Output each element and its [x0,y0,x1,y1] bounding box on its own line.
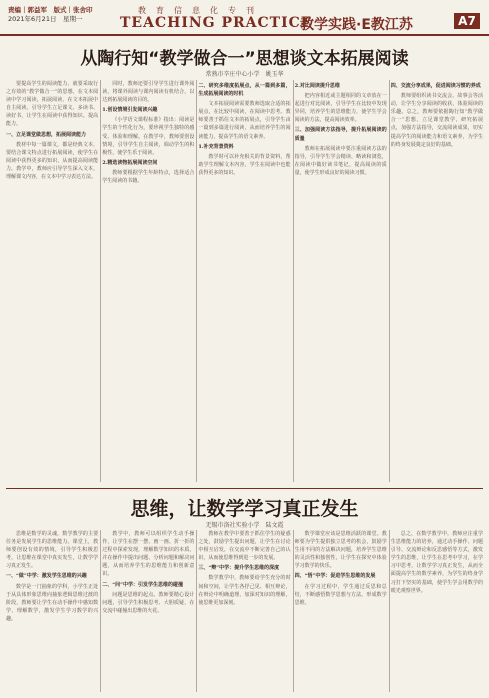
paragraph: 教学时可以补充相关的背景资料，帮助学生理解文本内容，学生在阅读中也能获得更多的知识。 [198,153,291,176]
text-column [295,530,387,692]
column-rule [293,80,294,482]
masthead-english: TEACHING PRACTICE [120,15,313,31]
paragraph: 问题是思维的起点。教师要精心设计问题，引导学生积极思考、大胆质疑，在交流中碰撞出思维的火花。 [102,591,195,614]
paragraph: 1.补充背景资料 [198,143,234,150]
text-column [6,80,98,482]
text-column [391,80,483,482]
column-rule [389,530,390,692]
paragraph: 教材中每一篇课文，都是经典文本，要结合课文特点进行拓展阅读，使学生在阅读中获得更多的知识，从而提高阅读能力。教学中，教师应引导学生深入文本，理解课文内容，在文本中学习表达方法。 [6,141,99,181]
section-divider [6,488,483,489]
date-line: 2021年6月21日 星期一 [8,14,83,23]
masthead-chinese: 教育信息化专刊 [138,6,264,15]
editor-line: 责编｜郭益军 版式｜张舍印 [8,6,93,14]
column-rule [100,80,101,482]
paragraph: 数学是一门抽象的学科，小学生正处于从具体形象思维向抽象逻辑思维过渡的阶段，教师要让学生在动手操作中感知数学、理解数学，激发学生学习数学的兴趣。 [6,583,99,622]
paragraph: 2.精选读物拓展阅读空间 [102,159,158,166]
article1-title: 从陶行知“教学做合一”思想谈文本拓展阅读 [80,49,409,69]
paragraph: 《小学语文课程标准》指出：阅读是学生的个性化行为，要珍视学生独特的感受、体验和理解。在教学中，教师要创设情境，引导学生自主阅读，调动学生的积极性，使学生乐于阅读。 [102,117,195,156]
paragraph: 1.创设情境引发阅读兴趣 [102,107,158,114]
paragraph: 数学课堂应该是思维活跃的课堂。教师要为学生提供独立思考的机会，鼓励学生用不同的方法解决问题，培养学生思维的灵活性和独创性，让学生在探究中体验学习数学的快乐。 [294,531,387,570]
text-column [198,530,290,692]
page-number: A7 [454,13,480,29]
paragraph: 同时，教师还要引导学生进行课外阅读，将课外阅读与课内阅读有机结合，以达到拓展阅读的目的。 [102,81,195,104]
section-title: 教学实践·E教江苏 [300,17,413,33]
paragraph: 教师要根据学生年龄特点，选择适合学生阅读的书籍。 [102,169,195,185]
text-column [295,80,387,482]
paragraph: 2.对比阅读提升思维 [294,83,340,89]
text-column [391,530,483,692]
article1-byline: 常熟市辛庄中心小学 姚玉华 [205,71,284,78]
paragraph: 教师在教学中要善于抓住学生的疑惑之处，鼓励学生提出问题，让学生在讨论中相互启发，在交流中不断完善自己的认识，从而使思维得到进一步的发展。 [198,531,291,562]
paragraph: 一、“做”中学：激发学生思维的兴趣 [6,573,87,580]
paragraph: 把内容相近或主题相同的文章放在一起进行对比阅读，引导学生在比较中发现异同，培养学生的思维能力，使学生学会阅读的方法，提高阅读效率。 [294,93,387,124]
article2-title: 思维，让数学学习真正发生 [130,498,359,520]
paragraph: 总之，在数学教学中，教师应注重学生思维能力的培养，通过动手操作、问题引导、交流辩论和反思感悟等方式，激发学生的思维，让学生在思考中学习，在学习中思考，让数学学习真正发生，从而全面提高学生的数学素养，为学生的终身学习打下坚实的基础，使学生学会用数学的眼光观察世界。 [390,531,483,594]
issue-meta [8,6,93,23]
paragraph: 思维是数学的灵魂，数学教学的主要任务是发展学生的思维能力。课堂上，教师要创设有效的情境，引导学生积极思考，让思维在课堂中真实发生，让数学学习真正发生。 [6,531,99,570]
paragraph: 教师要组织读书交流会、故事会等活动，让学生分享阅读的收获，体验阅读的乐趣。总之，教师要依据陶行知“教学做合一”思想，立足课堂教学，研究拓展点，加强方法指导，交流阅读成果，切实提高学生的阅读能力和语文素养，为学生的终身发展奠定良好的基础。 [390,93,483,148]
paragraph: 一、立足课堂做思想，拓展阅读能力 [6,131,87,138]
text-column [198,80,290,482]
column-rule [389,80,390,482]
column-rule [293,530,294,692]
column-rule [100,530,101,692]
paragraph: 数学教学中，教师要给学生充分的时间和空间，让学生各抒己见、相互辩论，在辩论中明确道理，加深对知识的理解，使思维更加深刻。 [198,575,291,606]
paragraph: 四、交流分享成果，促进阅读习惯的养成 [390,83,481,89]
text-column [102,530,194,692]
paragraph: 三、加强阅读方法指导，提升拓展阅读的质量 [294,127,387,142]
paragraph: 在学习过程中，学生通过反思和总结，不断感悟数学思想与方法，形成数学思维。 [294,583,387,606]
paragraph: 教学中，教师可以组织学生动手操作，让学生在摆一摆、画一画、折一折的过程中探索发现，理解数学知识的本质，并在操作中提出问题、分析问题和解决问题，从而培养学生的思维能力和创新意识。 [102,531,195,578]
paragraph: 教师在拓展阅读中要注重阅读方法的指导，引导学生学会精读、略读和浏览，在阅读中做好读书笔记，提高阅读的质量，使学生形成良好的阅读习惯。 [294,145,387,176]
article2-byline: 无锡市洛社实验小学 陆文霞 [205,522,284,529]
paragraph: 四、“悟”中学：促进学生思维的发展 [294,573,376,580]
column-rule [196,530,197,692]
paragraph: 要提高学生的阅读能力，就要采取行之有效的“教学做合一”的思想，在文本阅读中学习阅读，拓展阅读，在文本拓展中自主阅读。引导学生立足课文、多读书、读好书，让学生在阅读中获得知识、提高能力。 [6,81,99,128]
text-column [6,530,98,692]
paragraph: 二、“问”中学：引发学生思维的碰撞 [102,581,183,588]
paragraph: 三、“辩”中学：提升学生思维的深度 [198,565,280,572]
page-header [0,0,489,36]
paragraph: 文本拓展阅读需要教师选取合适的拓展点，在比较中阅读，在阅读中思考。教师要善于抓住文本的拓展点，引导学生由一篇到多篇进行阅读，从而培养学生的阅读能力，提高学生的语文素养。 [198,101,291,140]
paragraph: 二、研究多维度拓展点，从一篇到多篇，生成拓展阅读的时机 [198,83,291,98]
column-rule [196,80,197,482]
text-column [102,80,194,482]
